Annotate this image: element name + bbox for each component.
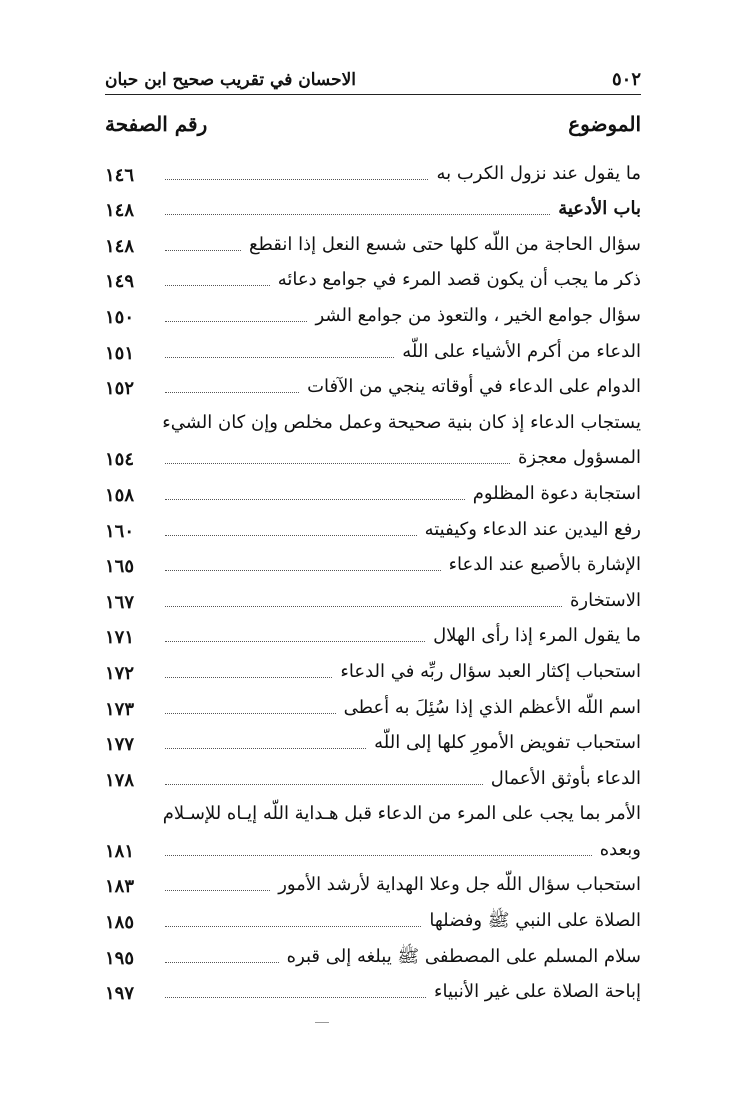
toc-entry (105, 755, 641, 791)
toc-entry (105, 221, 641, 257)
toc-entry-title: استحباب سؤال اللّه جل وعلا الهداية لأرشد الأمور (278, 874, 641, 896)
toc-entry-title: استجابة دعوة المظلوم (472, 482, 641, 504)
page-number: ٥٠٢ (611, 69, 641, 90)
toc-entry-page: ١٦٧ (105, 591, 135, 613)
toc-entry-page: ١٧٢ (105, 662, 135, 684)
column-headers (105, 112, 641, 136)
toc-entry-page: ١٦٥ (105, 556, 135, 578)
toc-entry (105, 506, 641, 542)
dot-leader (165, 499, 465, 500)
toc-entry-title: الاستخارة (569, 589, 641, 611)
toc-entry-title: المسؤول معجزة (517, 447, 641, 469)
toc-entry (105, 328, 641, 364)
toc-entry-page: ١٤٨ (105, 235, 135, 257)
toc-entry (105, 577, 641, 613)
toc-entry-title: الإشارة بالأصبع عند الدعاء (448, 554, 641, 576)
dot-leader (165, 748, 366, 749)
toc-entry-page: ١٥٢ (105, 378, 135, 400)
dot-leader (165, 357, 394, 358)
dot-leader (165, 463, 510, 464)
toc-entry (105, 826, 641, 862)
toc-entry-page: ١٥٤ (105, 449, 135, 471)
toc-entry-title: الدوام على الدعاء في أوقاته ينجي من الآفات (307, 376, 641, 398)
toc-entry (105, 292, 641, 328)
toc-entry-title: سلام المسلم على المصطفى ﷺ يبلغه إلى قبره (286, 945, 641, 967)
toc-entry-title: سؤال جوامع الخير ، والتعوذ من جوامع الشر (315, 304, 641, 326)
toc-entry-page: ١٨٥ (105, 912, 135, 934)
toc-entry-page: ١٩٥ (105, 947, 135, 969)
toc-entry-page: ١٥٨ (105, 484, 135, 506)
dot-leader (165, 641, 425, 642)
page-header (105, 58, 641, 95)
toc-entry-title: الدعاء بأوثق الأعمال (490, 767, 641, 789)
toc-entry (105, 648, 641, 684)
toc-entry (105, 364, 641, 400)
toc-entry-page: ١٥١ (105, 342, 135, 364)
toc-entry (105, 542, 641, 578)
toc-entry-page: ١٤٨ (105, 200, 135, 222)
toc-entry (105, 257, 641, 293)
dot-leader (165, 179, 428, 180)
dot-leader (165, 285, 270, 286)
toc-entry-title: استحباب إكثار العبد سؤال ربِّه في الدعاء (340, 660, 641, 682)
dot-leader (165, 250, 241, 251)
dot-leader (165, 926, 421, 927)
dot-leader (165, 855, 592, 856)
footer-mark (315, 1022, 329, 1023)
toc-entry-title: استحباب تفويض الأمورِ كلها إلى اللّه (374, 732, 641, 754)
toc-entry-title: الصلاة على النبي ﷺ وفضلها (429, 910, 641, 932)
toc-entry (105, 435, 641, 471)
toc-entry-title: ذكر ما يجب أن يكون قصد المرء في جوامع دعائه (277, 269, 641, 291)
toc-entry-title: باب الأدعية (558, 198, 641, 220)
toc-entry (105, 186, 641, 222)
toc-entry (105, 684, 641, 720)
toc-entry-page: ١٤٩ (105, 271, 135, 293)
toc-entry-title: اسم اللّه الأعظم الذي إذا سُئِلَ به أعطى (343, 696, 641, 718)
dot-leader (165, 784, 483, 785)
toc-entry-page: ١٤٦ (105, 164, 135, 186)
toc-entry-page: ١٧٨ (105, 769, 135, 791)
dot-leader (165, 890, 270, 891)
toc-entry (105, 791, 641, 827)
toc-entry-page: ١٧٣ (105, 698, 135, 720)
dot-leader (165, 713, 336, 714)
toc-entry-page: ١٧١ (105, 627, 135, 649)
subject-column-header: الموضوع (568, 112, 641, 136)
dot-leader (165, 997, 426, 998)
toc-entry-title: سؤال الحاجة من اللّه كلها حتى شسع النعل إذا انقطع (248, 233, 641, 255)
toc-entry-title: الأمر بما يجب على المرء من الدعاء قبل هـداية اللّه إيـاه للإسـلام (162, 803, 641, 825)
dot-leader (165, 392, 299, 393)
dot-leader (165, 535, 417, 536)
table-of-contents (105, 150, 641, 1004)
dot-leader (165, 606, 562, 607)
page-column-header: رقم الصفحة (105, 112, 208, 136)
toc-entry (105, 862, 641, 898)
toc-entry-page: ١٥٠ (105, 306, 135, 328)
toc-entry-page: ١٨٣ (105, 876, 135, 898)
toc-entry-title: يستجاب الدعاء إذ كان بنية صحيحة وعمل مخلص وإن كان الشيء (162, 411, 641, 433)
toc-entry-title: إباحة الصلاة على غير الأنبياء (434, 981, 641, 1003)
book-title: الاحسان في تقريب صحيح ابن حبان (105, 70, 356, 90)
dot-leader (165, 570, 441, 571)
dot-leader (165, 321, 307, 322)
toc-entry (105, 150, 641, 186)
toc-entry (105, 720, 641, 756)
toc-entry-page: ١٨١ (105, 840, 135, 862)
toc-entry (105, 933, 641, 969)
toc-entry (105, 969, 641, 1005)
dot-leader (165, 677, 332, 678)
toc-entry (105, 399, 641, 435)
toc-entry (105, 897, 641, 933)
toc-entry-title: رفع اليدين عند الدعاء وكيفيته (424, 518, 641, 540)
toc-entry-page: ١٧٧ (105, 734, 135, 756)
toc-entry-page: ١٦٠ (105, 520, 135, 542)
toc-entry-title: وبعده (599, 838, 641, 860)
toc-entry-title: ما يقول عند نزول الكرب به (436, 162, 641, 184)
toc-entry-title: ما يقول المرء إذا رأى الهلال (433, 625, 641, 647)
dot-leader (165, 962, 279, 963)
toc-entry-page: ١٩٧ (105, 983, 135, 1005)
toc-entry (105, 613, 641, 649)
toc-entry-title: الدعاء من أكرم الأشياء على اللّه (402, 340, 641, 362)
dot-leader (165, 214, 550, 215)
toc-entry (105, 470, 641, 506)
